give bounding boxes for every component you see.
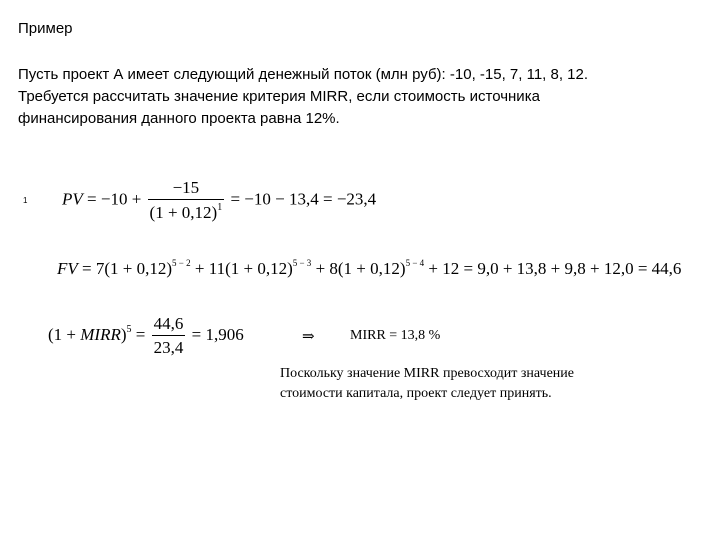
mirr-result: MIRR = 13,8 % bbox=[350, 328, 441, 343]
problem-line-1: Пусть проект А имеет следующий денежный поток (млн руб): -10, -15, 7, 11, 8, 12. bbox=[18, 66, 589, 83]
pv-numerator: −15 bbox=[172, 178, 200, 197]
conclusion-line-1: Поскольку значение MIRR превосходит значение bbox=[280, 366, 574, 381]
fv-symbol: FV bbox=[57, 259, 78, 278]
mirr-symbol: MIRR bbox=[80, 324, 121, 344]
fv-term-3: + 8(1 + 0,12) bbox=[311, 259, 406, 278]
pv-denominator bbox=[148, 199, 225, 223]
pv-denominator-base: (1 + 0,12) bbox=[149, 203, 218, 222]
pv-first-term: = −10 + bbox=[82, 189, 146, 209]
pv-fraction bbox=[148, 178, 225, 223]
conclusion-line-2: стоимости капитала, проект следует принять. bbox=[280, 386, 552, 401]
fv-exponent-1: 5 − 2 bbox=[172, 258, 191, 268]
problem-statement bbox=[18, 64, 698, 130]
pv-denominator-exponent: 1 bbox=[217, 202, 223, 213]
problem-line-2: Требуется рассчитать значение критерия MIRR, если стоимость источника bbox=[18, 88, 540, 105]
fv-term-1: = 7(1 + 0,12) bbox=[77, 259, 173, 278]
item-number: 1 bbox=[23, 196, 28, 205]
mirr-equation bbox=[48, 314, 244, 358]
fv-exponent-2: 5 − 3 bbox=[292, 258, 312, 268]
problem-line-3: финансирования данного проекта равна 12%. bbox=[18, 110, 340, 127]
fv-formula bbox=[57, 258, 681, 279]
mirr-equals: = bbox=[131, 324, 150, 344]
pv-formula bbox=[62, 178, 376, 223]
mirr-fraction bbox=[152, 314, 186, 358]
slide-title: Пример bbox=[18, 20, 73, 37]
fv-exponent-3: 5 − 4 bbox=[405, 258, 425, 268]
mirr-lhs-exponent: 5 bbox=[126, 323, 132, 335]
pv-result: = −10 − 13,4 = −23,4 bbox=[226, 189, 377, 209]
mirr-lhs-close: ) bbox=[120, 324, 127, 344]
fv-result: + 12 = 9,0 + 13,8 + 9,8 + 12,0 = 44,6 bbox=[424, 259, 682, 278]
pv-symbol: PV bbox=[62, 189, 83, 209]
mirr-eq-result: = 1,906 bbox=[187, 324, 244, 344]
implies-arrow-icon: ⇒ bbox=[302, 329, 315, 345]
fv-term-2: + 11(1 + 0,12) bbox=[190, 259, 293, 278]
mirr-numerator: 44,6 bbox=[153, 314, 184, 333]
conclusion-text bbox=[280, 364, 660, 404]
mirr-lhs-open: (1 + bbox=[48, 324, 81, 344]
mirr-denominator: 23,4 bbox=[152, 335, 186, 358]
